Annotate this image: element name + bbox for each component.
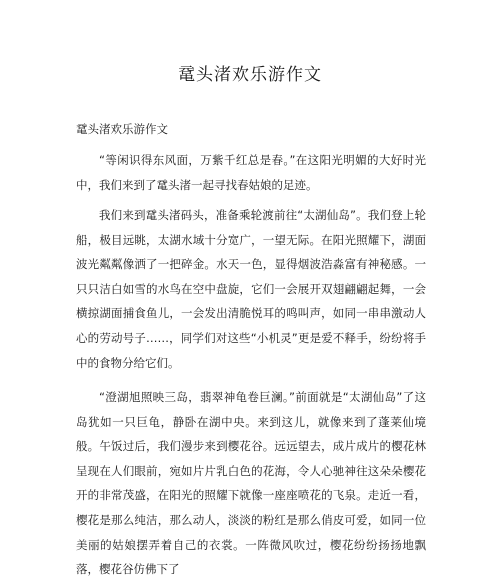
document-subtitle: 鼋头渚欢乐游作文: [76, 122, 168, 136]
document-title: 鼋头渚欢乐游作文: [178, 65, 322, 85]
paragraph-2: 我们来到鼋头渚码头，准备乘轮渡前往“太湖仙岛”。我们登上轮船，极目远眺，太湖水域十分宽广，一望无际。在阳光照耀下，湖面波光粼粼像洒了一把碎金。水天一色，显得烟波浩淼富有神秘感。一只只洁白如雪的水鸟在空中盘旋，它们一会展开双翅翩翩起舞，一会横掠湖面捕食鱼儿，一会发出清脆悦耳的鸣叫声，如同一串串激动人心的劳动号子……，同学们对这些“小机灵”更是爱不释手，纷纷将手中的食物分给它们。: [76, 208, 426, 370]
paragraph-1: “等闲识得东风面，万紫千红总是春。”在这阳光明媚的大好时光中，我们来到了鼋头渚一起寻找春姑娘的足迹。: [76, 153, 426, 192]
paragraph-3: “澄湖旭照映三岛，翡翠神龟卷巨澜。”前面就是“太湖仙岛”了这岛犹如一只巨龟，静卧在湖中央。来到这儿，就像来到了蓬莱仙境般。午饭过后，我们漫步来到樱花谷。远远望去，成片成片的樱花林呈现在人们眼前，宛如片片乳白色的花海，令人心驰神往这朵朵樱花开的非常茂盛，在阳光的照耀下就像一座座喷花的飞泉。走近一看，樱花是那么纯洁，那么动人，淡淡的粉红是那么俏皮可爱，如同一位美丽的姑娘摆弄着自己的衣裳。一阵微风吹过，樱花纷纷扬扬地飘落，樱花谷仿佛下了: [76, 390, 426, 577]
